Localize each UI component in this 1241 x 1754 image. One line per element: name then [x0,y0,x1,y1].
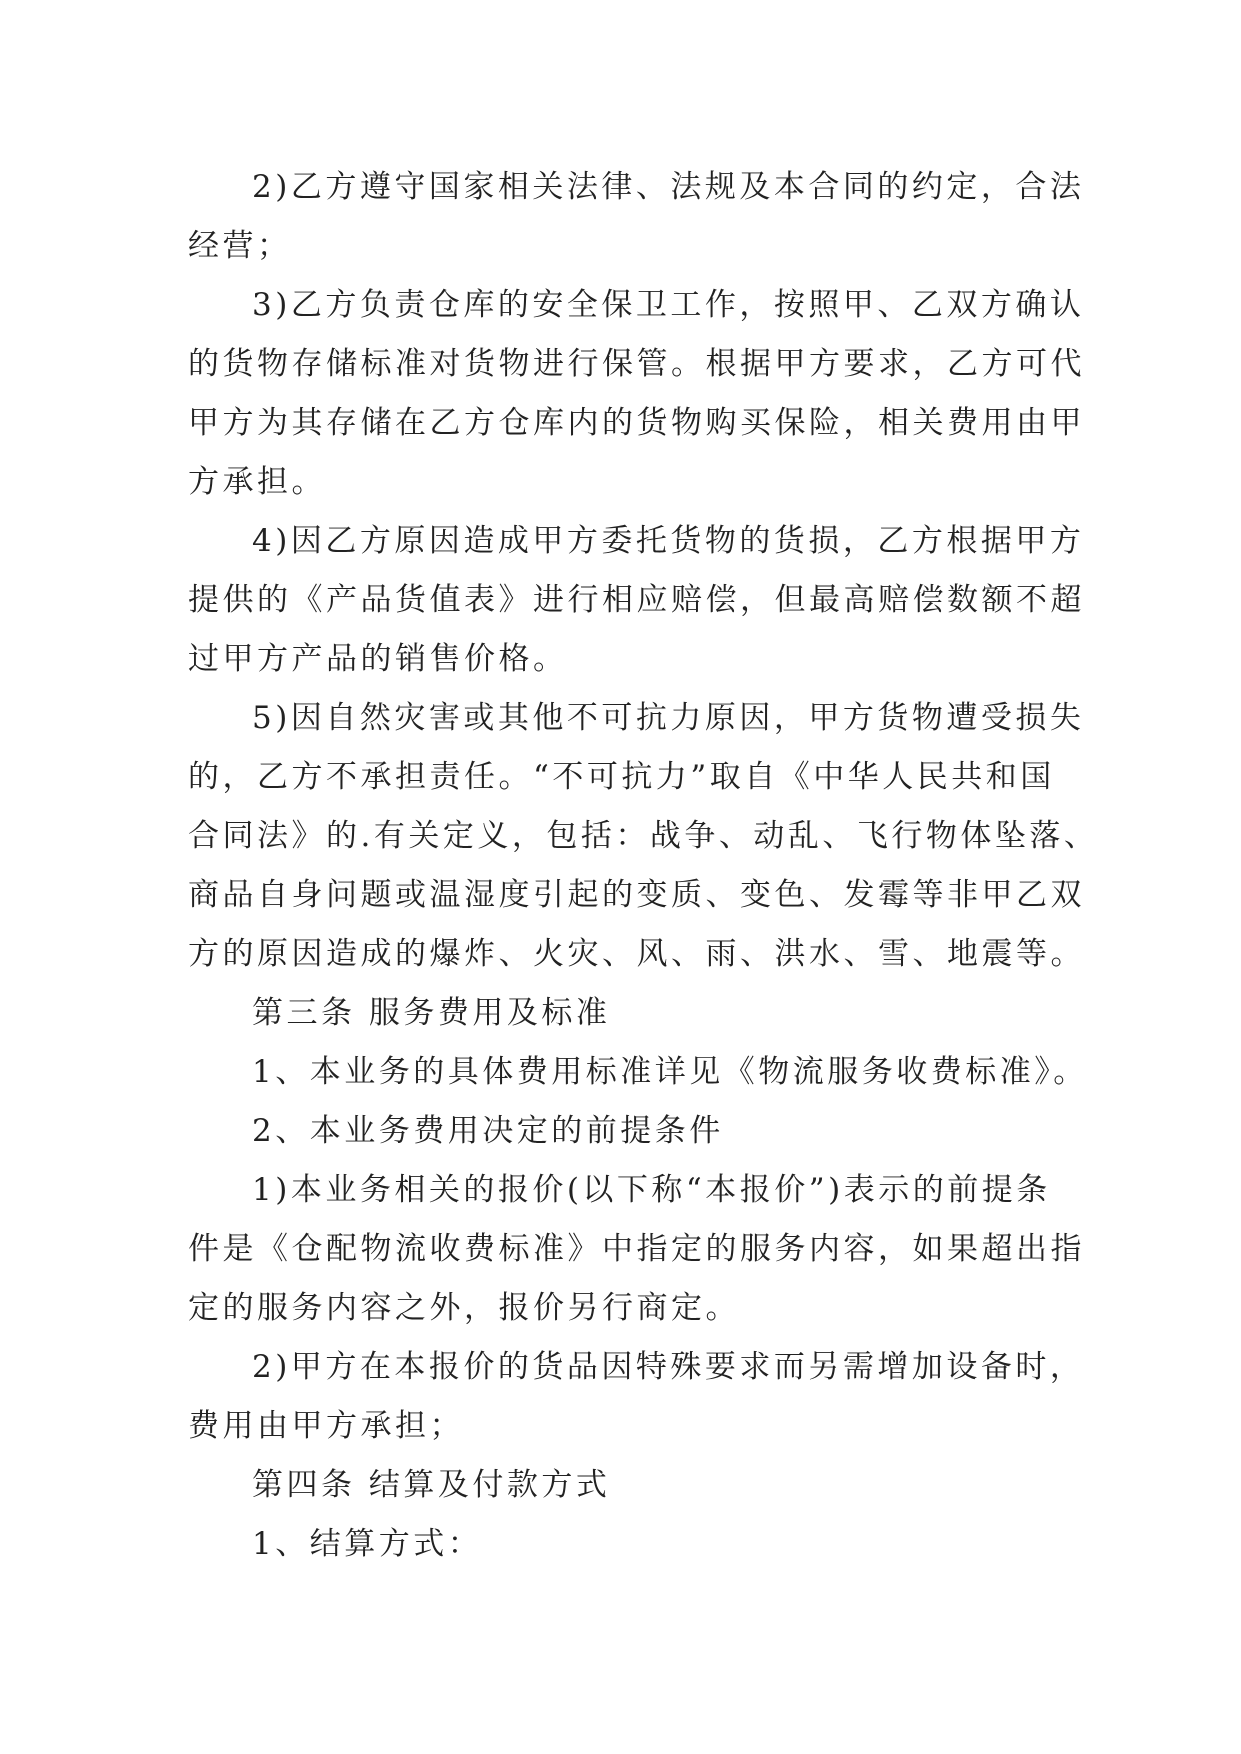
text-line: 1)本业务相关的报价(以下称“本报价”)表示的前提条 [252,1172,1051,1208]
text-line: 提供的《产品货值表》进行相应赔偿，但最高赔偿数额不超 [188,582,1085,618]
text-line: 方承担。 [188,464,326,500]
paragraph-fee-2 [188,1102,1068,1161]
text-line: 第四条 结算及付款方式 [252,1467,611,1503]
text-line: 的货物存储标准对货物进行保管。根据甲方要求，乙方可代 [188,346,1085,382]
section-heading-article-3 [188,984,1068,1043]
text-line: 第三条 服务费用及标准 [252,995,611,1031]
document-body [188,158,1099,1574]
text-line: 甲方为其存储在乙方仓库内的货物购买保险，相关费用由甲 [188,405,1085,441]
text-line: 过甲方产品的销售价格。 [188,641,568,677]
paragraph-obligation-2 [188,158,1085,276]
text-line: 商品自身问题或温湿度引起的变质、变色、发霉等非甲乙双 [188,877,1085,913]
text-line: 4)因乙方原因造成甲方委托货物的货损，乙方根据甲方 [252,523,1085,559]
text-line: 费用由甲方承担； [188,1408,464,1444]
text-line: 2、本业务费用决定的前提条件 [252,1113,724,1149]
text-line: 的，乙方不承担责任。“不可抗力”取自《中华人民共和国 [188,759,1055,795]
text-line: 1、本业务的具体费用标准详见《物流服务收费标准》。 [252,1054,1088,1090]
paragraph-fee-1 [188,1043,1088,1102]
paragraph-obligation-5 [188,689,1099,984]
paragraph-settlement-1 [188,1515,1068,1574]
text-line: 1、结算方式： [252,1526,483,1562]
paragraph-condition-2 [188,1338,1085,1456]
text-line: 件是《仓配物流收费标准》中指定的服务内容，如果超出指 [188,1231,1085,1267]
paragraph-obligation-4 [188,512,1085,689]
section-heading-article-4 [188,1456,1068,1515]
text-line: 经营； [188,228,292,264]
text-line: 2)甲方在本报价的货品因特殊要求而另需增加设备时， [252,1349,1085,1385]
text-line: 2)乙方遵守国家相关法律、法规及本合同的约定，合法 [252,169,1085,205]
text-line: 合同法》的.有关定义，包括：战争、动乱、飞行物体坠落、 [188,818,1099,854]
paragraph-condition-1 [188,1161,1085,1338]
text-line: 方的原因造成的爆炸、火灾、风、雨、洪水、雪、地震等。 [188,936,1085,972]
text-line: 定的服务内容之外，报价另行商定。 [188,1290,740,1326]
paragraph-obligation-3 [188,276,1085,512]
text-line: 3)乙方负责仓库的安全保卫工作，按照甲、乙双方确认 [252,287,1085,323]
text-line: 5)因自然灾害或其他不可抗力原因，甲方货物遭受损失 [252,700,1085,736]
